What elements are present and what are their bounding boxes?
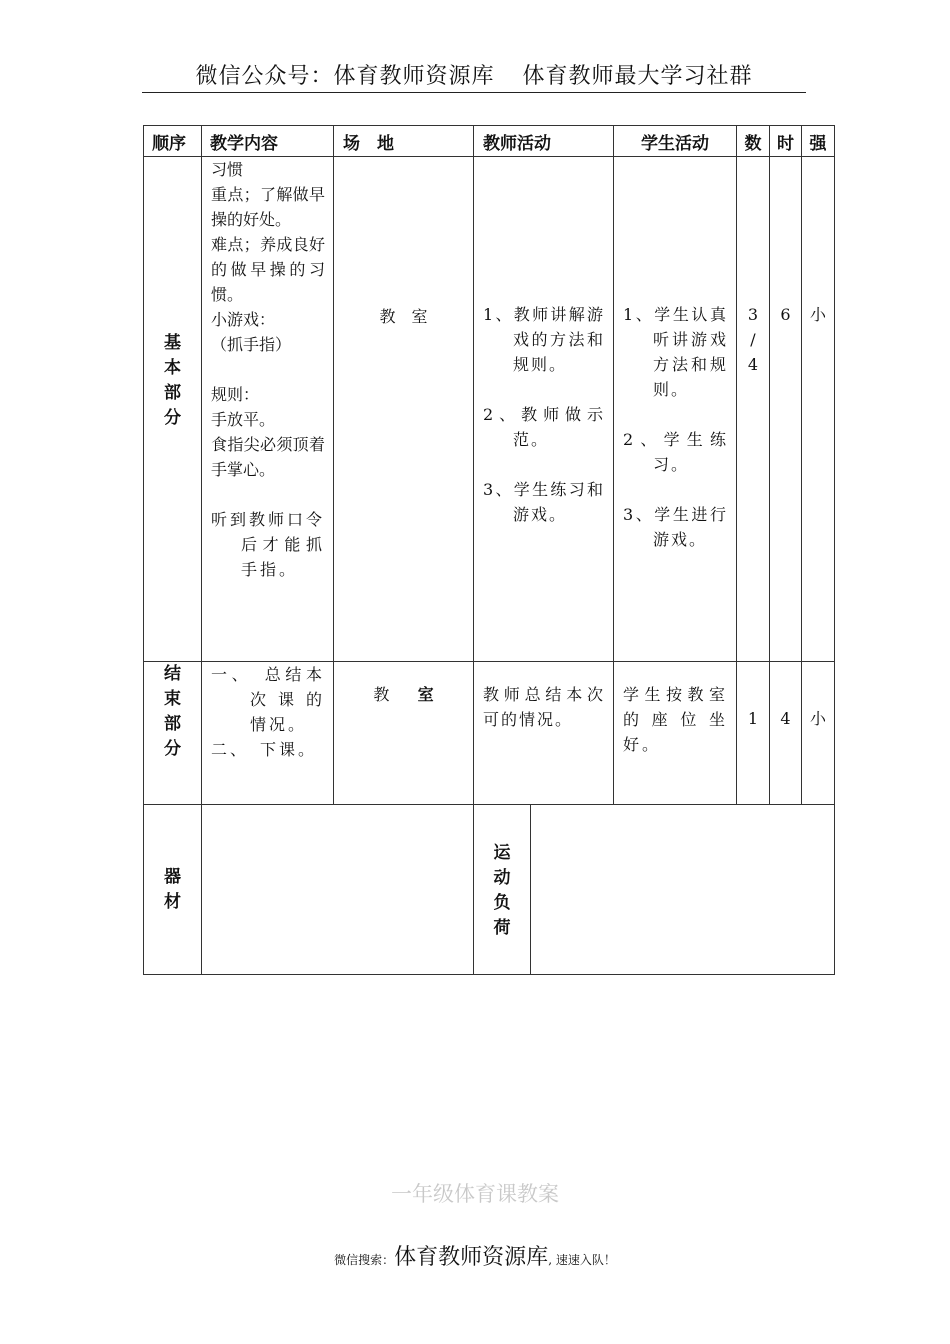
label-char: 基: [164, 333, 181, 353]
basic-intensity: [802, 157, 835, 662]
load-value: [531, 805, 835, 975]
col-venue: 场 地: [334, 126, 474, 157]
content-line: 规则：: [211, 385, 260, 404]
content-line: （抓手指）: [211, 335, 292, 354]
col-student: 学生活动: [614, 126, 737, 157]
basic-count: [737, 157, 770, 662]
ending-count: [737, 662, 770, 805]
venue-char: 室: [417, 685, 434, 704]
ending-content: [202, 662, 334, 805]
col-teacher: 教师活动: [474, 126, 614, 157]
header-slogan: 体育教师最大学习社群: [522, 64, 753, 89]
label-char: 材: [164, 891, 181, 912]
student-step: 1、学生认真听讲游戏方法和规则。: [623, 305, 728, 399]
content-line: 食指尖必须顶着手掌心。: [211, 435, 325, 479]
basic-content: [202, 157, 334, 662]
basic-venue: [334, 157, 474, 662]
basic-time: [770, 157, 802, 662]
time-value: 6: [780, 305, 791, 324]
label-char: 分: [164, 739, 181, 759]
intensity-value: 小: [809, 305, 826, 324]
content-line: 难点；养成良好的做早操的习惯。: [211, 235, 325, 304]
ending-line: 二、 下课。: [211, 740, 318, 759]
col-count: 数: [737, 126, 770, 157]
venue-text: 教 室: [379, 307, 428, 326]
label-char: 部: [164, 383, 181, 403]
basic-section-row: [144, 157, 835, 662]
label-char: 结: [164, 664, 181, 684]
teacher-step: 3、学生练习和游戏。: [483, 480, 605, 524]
footer-suffix: , 速速入队！: [548, 1253, 616, 1267]
content-line: 手放平。: [211, 410, 276, 429]
content-line: 重点；了解做早操的好处。: [211, 185, 325, 229]
basic-student-activity: [614, 157, 737, 662]
label-char: 束: [164, 689, 181, 709]
content-line: 听到教师口令后才能抓手指。: [211, 510, 326, 579]
student-step: 2、学生练习。: [623, 430, 728, 474]
page-header: [142, 62, 806, 93]
ending-teacher-text: 教师总结本次可的情况。: [483, 685, 605, 729]
col-content: 教学内容: [202, 126, 334, 157]
footer-account: 体育教师资源库: [394, 1245, 549, 1270]
count-char: 4: [747, 355, 759, 374]
equipment-row: [144, 805, 835, 975]
footer-watermark-title: 一年级体育课教案: [391, 1182, 559, 1206]
teacher-step: 1、教师讲解游戏的方法和规则。: [483, 305, 605, 374]
footer-prefix: 微信搜索：: [334, 1253, 395, 1267]
ending-venue: [334, 662, 474, 805]
label-char: 器: [164, 866, 181, 887]
header-account: 微信公众号：体育教师资源库: [195, 64, 495, 89]
equipment-value: [202, 805, 474, 975]
time-value: 4: [780, 709, 791, 728]
ending-section-row: [144, 662, 835, 805]
lesson-plan-table: [143, 125, 835, 975]
label-char: 动: [493, 868, 511, 888]
label-char: 运: [493, 843, 511, 863]
label-char: 荷: [493, 918, 511, 938]
label-char: 本: [164, 358, 181, 378]
equipment-label: [144, 805, 202, 975]
count-char: /: [750, 330, 756, 349]
ending-student-activity: [614, 662, 737, 805]
ending-line: 一、 总结本次课的情况。: [211, 665, 325, 734]
teacher-step: 2、教师做示范。: [483, 405, 605, 449]
ending-section-label: [144, 662, 202, 805]
ending-student-text: 学生按教室的座位坐好。: [623, 685, 728, 754]
label-char: 分: [164, 408, 181, 428]
label-char: 部: [164, 714, 181, 734]
footer-search-line: [0, 1240, 950, 1271]
count-char: 3: [747, 305, 759, 324]
load-label: [474, 805, 531, 975]
header-row: [144, 126, 835, 157]
ending-time: [770, 662, 802, 805]
ending-intensity: [802, 662, 835, 805]
col-time: 时: [770, 126, 802, 157]
ending-teacher-activity: [474, 662, 614, 805]
col-intensity: 强: [802, 126, 835, 157]
label-char: 负: [493, 893, 511, 913]
basic-teacher-activity: [474, 157, 614, 662]
count-value: 1: [747, 709, 759, 728]
venue-char: 教: [373, 685, 390, 704]
basic-section-label: [144, 157, 202, 662]
intensity-value: 小: [809, 709, 826, 728]
content-line: 习惯: [211, 160, 244, 179]
col-order: 顺序: [144, 126, 202, 157]
student-step: 3、学生进行游戏。: [623, 505, 728, 549]
content-line: 小游戏：: [211, 310, 276, 329]
